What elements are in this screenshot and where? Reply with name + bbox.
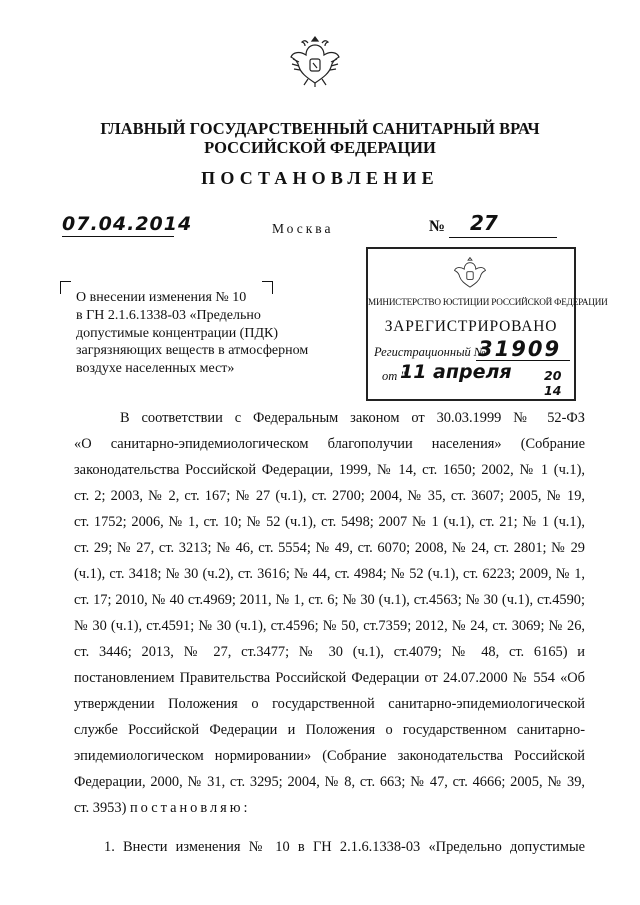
- subject-line: воздухе населенных мест»: [76, 361, 235, 377]
- coat-of-arms-icon: [289, 33, 341, 89]
- subject-line: загрязняющих веществ в атмосферном: [76, 343, 309, 359]
- body-line: законодательства Российской Федерации, 1999, № 14, ст. 1650; 2002, № 1 (ч.1),: [74, 462, 585, 478]
- body-line: ст. 3446; 2013, № 27, ст.3477; № 30 (ч.1), ст.4079; № 48, ст. 6165) и: [74, 644, 585, 660]
- subject-block: [76, 289, 346, 378]
- body-line: службе Российской Федерации и Положения о государственном санитарно-: [74, 722, 585, 738]
- item-1: 1. Внести изменения № 10 в ГН 2.1.6.1338-03 «Предельно допустимые: [104, 839, 585, 855]
- body-line: постановлением Правительства Российской Федерации от 24.07.2000 № 554 «Об: [74, 670, 585, 686]
- document-number: 27: [470, 211, 498, 235]
- number-label: №: [429, 218, 446, 235]
- stamp-ministry: МИНИСТЕРСТВО ЮСТИЦИИ РОССИЙСКОЙ ФЕДЕРАЦИИ: [368, 297, 608, 307]
- stamp-from-label: от ": [382, 369, 406, 383]
- document-date: 07.04.2014: [62, 213, 193, 235]
- stamp-registered: ЗАРЕГИСТРИРОВАНО: [384, 318, 558, 335]
- city: Москва: [272, 221, 334, 236]
- issuer-title-line1: ГЛАВНЫЙ ГОСУДАРСТВЕННЫЙ САНИТАРНЫЙ ВРАЧ: [100, 119, 540, 138]
- stamp-date: 11 апреля: [400, 361, 512, 383]
- body-line: ст. 29; № 27, ст. 3213; № 46, ст. 5554; № 49, ст. 6070; 2008, № 24, ст. 2801; № 29: [74, 540, 585, 556]
- subject-line: допустимые концентрации (ПДК): [76, 325, 279, 341]
- body-line: ст. 17; 2010, № 40 ст.4969; 2011, № 1, ст. 6; № 30 (ч.1), ст.4563; № 30 (ч.1), ст.4590;: [74, 592, 585, 608]
- body-line: В соответствии с Федеральным законом от 30.03.1999 № 52-ФЗ: [120, 410, 585, 426]
- body-line: № 30 (ч.1), ст.4591; № 30 (ч.1), ст.4596; № 50, ст.7359; 2012, № 24, ст. 3069; № 26,: [74, 618, 585, 634]
- body-line: ст. 2; 2003, № 2, ст. 167; № 27 (ч.1), ст. 2700; 2004, № 35, ст. 3607; 2005, № 19,: [74, 488, 585, 504]
- number-underline: [449, 237, 557, 238]
- body-line-last: [74, 795, 585, 821]
- document-type: ПОСТАНОВЛЕНИЕ: [201, 168, 439, 188]
- body-line: эпидемиологическом нормировании» (Собрание законодательства Российской: [74, 748, 585, 764]
- body-line: утверждении Положения о государственной санитарно-эпидемиологической: [74, 696, 585, 712]
- subject-line: в ГН 2.1.6.1338-03 «Предельно: [76, 307, 261, 323]
- body-line: (ч.1), ст. 3418; № 30 (ч.2), ст. 3616; № 44, ст. 4984; № 52 (ч.1), ст. 6223; 2009, № 1,: [74, 566, 585, 582]
- body-paragraph: [74, 405, 585, 821]
- subject-line: О внесении изменения № 10: [76, 290, 247, 305]
- resolve-word: постановляю:: [129, 800, 251, 816]
- body-line: Федерации, 2000, № 31, ст. 3295; 2004, № 8, ст. 663; № 47, ст. 4666; 2005, № 39,: [74, 774, 585, 790]
- stamp-reg-label: Регистрационный №: [374, 345, 486, 359]
- subject-bracket-left: [60, 281, 71, 294]
- issuer-title-line2: РОССИЙСКОЙ ФЕДЕРАЦИИ: [204, 138, 436, 157]
- date-underline: [62, 236, 174, 237]
- registration-stamp: [366, 247, 608, 401]
- body-line: ст. 1752; 2006, № 1, ст. 10; № 52 (ч.1), ст. 5498; 2007 № 1 (ч.1), ст. 21; № 1 (ч.1),: [74, 514, 585, 530]
- coat-of-arms-icon: [453, 255, 487, 291]
- body-line: ст. 3953): [74, 800, 127, 816]
- stamp-year: 20 14: [544, 368, 562, 398]
- stamp-reg-number: 31909: [478, 337, 562, 361]
- body-line: «О санитарно-эпидемиологическом благополучии населения» (Собрание: [74, 436, 585, 452]
